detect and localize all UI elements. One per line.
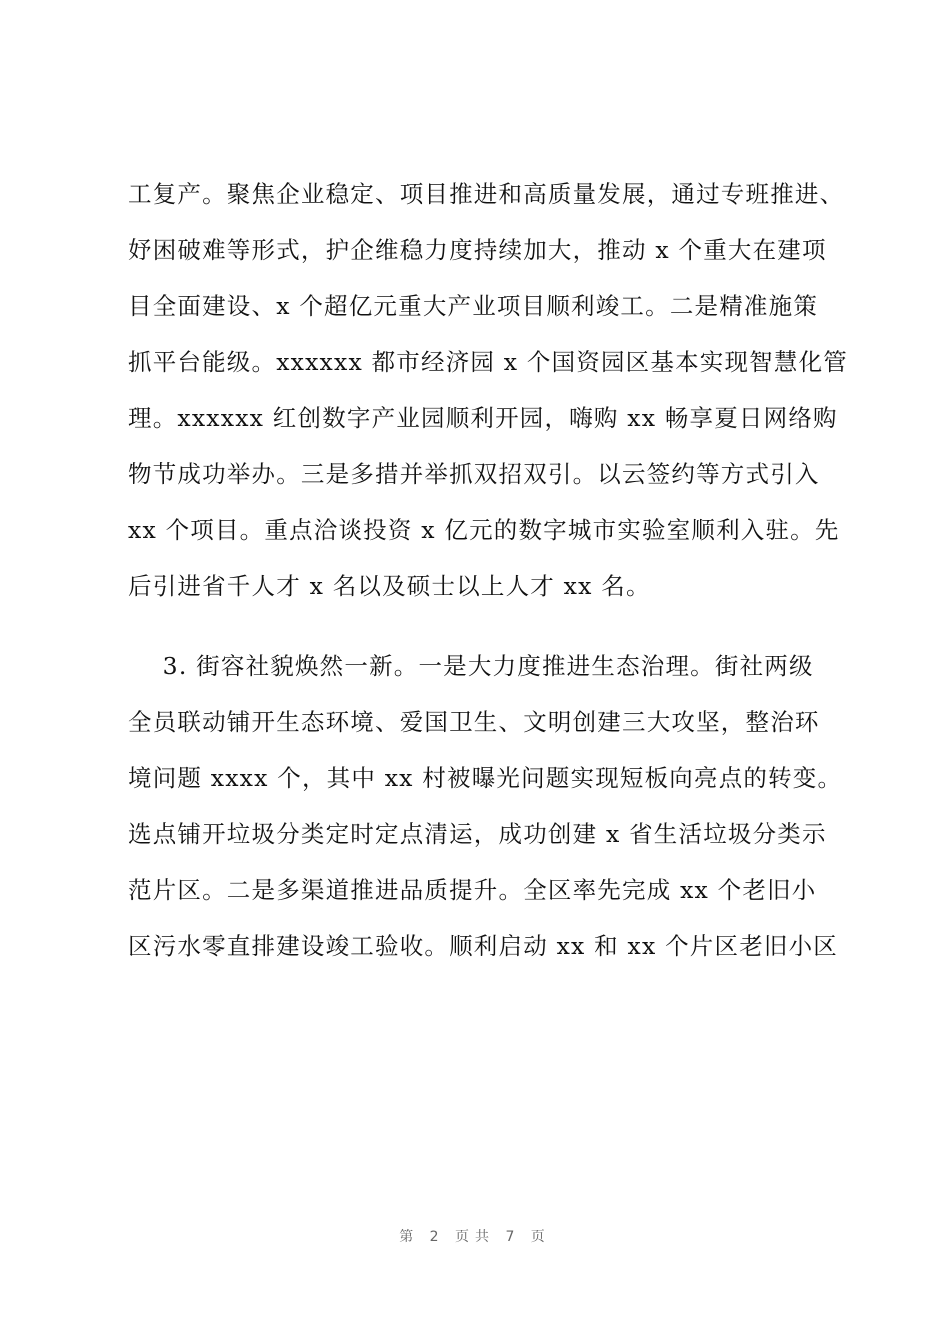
text-line: 抓平台能级。xxxxxx 都市经济园 x 个国资园区基本实现智慧化管 xyxy=(128,348,848,376)
page-footer xyxy=(0,1226,950,1246)
text-line: 目全面建设、x 个超亿元重大产业项目顺利竣工。二是精准施策 xyxy=(128,292,819,320)
text-line: 选点铺开垃圾分类定时定点清运，成功创建 x 省生活垃圾分类示 xyxy=(128,820,827,848)
text-line: 区污水零直排建设竣工验收。顺利启动 xx 和 xx 个片区老旧小区 xyxy=(128,932,838,960)
text-line: 后引进省千人才 x 名以及硕士以上人才 xx 名。 xyxy=(128,572,651,600)
text-line: 范片区。二是多渠道推进品质提升。全区率先完成 xx 个老旧小 xyxy=(128,876,817,904)
text-line: 境问题 xxxx 个，其中 xx 村被曝光问题实现短板向亮点的转变。 xyxy=(128,764,843,792)
text-line: 理。xxxxxx 红创数字产业园顺利开园，嗨购 xx 畅享夏日网络购 xyxy=(128,404,838,432)
body-text xyxy=(128,166,863,974)
text-line: 妤困破难等形式，护企维稳力度持续加大，推动 x 个重大在建项 xyxy=(128,236,827,264)
paragraph-gap xyxy=(128,614,863,638)
text-line: 工复产。聚焦企业稳定、项目推进和高质量发展，通过专班推进、 xyxy=(128,180,845,208)
page-indicator: 第 2 页共 7 页 xyxy=(399,1229,551,1245)
text-line: xx 个项目。重点洽谈投资 x 亿元的数字城市实验室顺利入驻。先 xyxy=(128,516,840,544)
text-line: 3. 街容社貌焕然一新。一是大力度推进生态治理。街社两级 xyxy=(128,652,814,680)
text-line: 物节成功举办。三是多措并举抓双招双引。以云签约等方式引入 xyxy=(128,460,820,488)
text-line: 全员联动铺开生态环境、爱国卫生、文明创建三大攻坚，整治环 xyxy=(128,708,820,736)
